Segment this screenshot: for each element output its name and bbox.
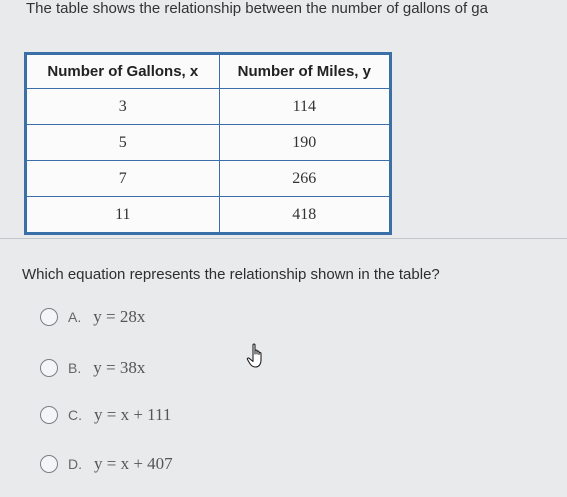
radio-empty-icon[interactable] — [40, 359, 58, 377]
radio-empty-icon[interactable] — [40, 308, 58, 326]
header-gallons: Number of Gallons, x — [27, 55, 220, 89]
option-letter: B. — [68, 360, 82, 376]
table-row — [27, 197, 390, 233]
table-row — [27, 89, 390, 125]
table-row — [27, 161, 390, 197]
hand-pointer-icon — [246, 343, 268, 369]
option-equation: y = x + 111 — [94, 405, 172, 424]
option-b[interactable] — [40, 356, 145, 380]
cell-gallons: 3 — [27, 89, 220, 125]
option-equation: y = 28x — [93, 307, 146, 326]
cell-miles: 114 — [219, 89, 389, 125]
prompt-text: The table shows the relationship between the number of gallons of ga — [26, 0, 488, 17]
option-d[interactable] — [40, 452, 173, 476]
header-miles: Number of Miles, y — [219, 55, 389, 89]
table-row — [27, 125, 390, 161]
option-letter: C. — [68, 407, 82, 423]
cell-miles: 418 — [219, 197, 389, 233]
table-header-row — [27, 55, 390, 89]
option-equation: y = 38x — [93, 358, 146, 377]
data-table — [24, 52, 392, 235]
cell-gallons: 5 — [27, 125, 220, 161]
section-divider — [0, 238, 567, 239]
option-equation: y = x + 407 — [94, 454, 173, 473]
option-letter: D. — [68, 456, 82, 472]
radio-empty-icon[interactable] — [40, 406, 58, 424]
option-a[interactable] — [40, 305, 145, 329]
cell-miles: 266 — [219, 161, 389, 197]
question-text: Which equation represents the relationship shown in the table? — [22, 266, 440, 283]
cell-gallons: 7 — [27, 161, 220, 197]
option-letter: A. — [68, 309, 82, 325]
option-c[interactable] — [40, 403, 171, 427]
cell-gallons: 11 — [27, 197, 220, 233]
cell-miles: 190 — [219, 125, 389, 161]
radio-empty-icon[interactable] — [40, 455, 58, 473]
